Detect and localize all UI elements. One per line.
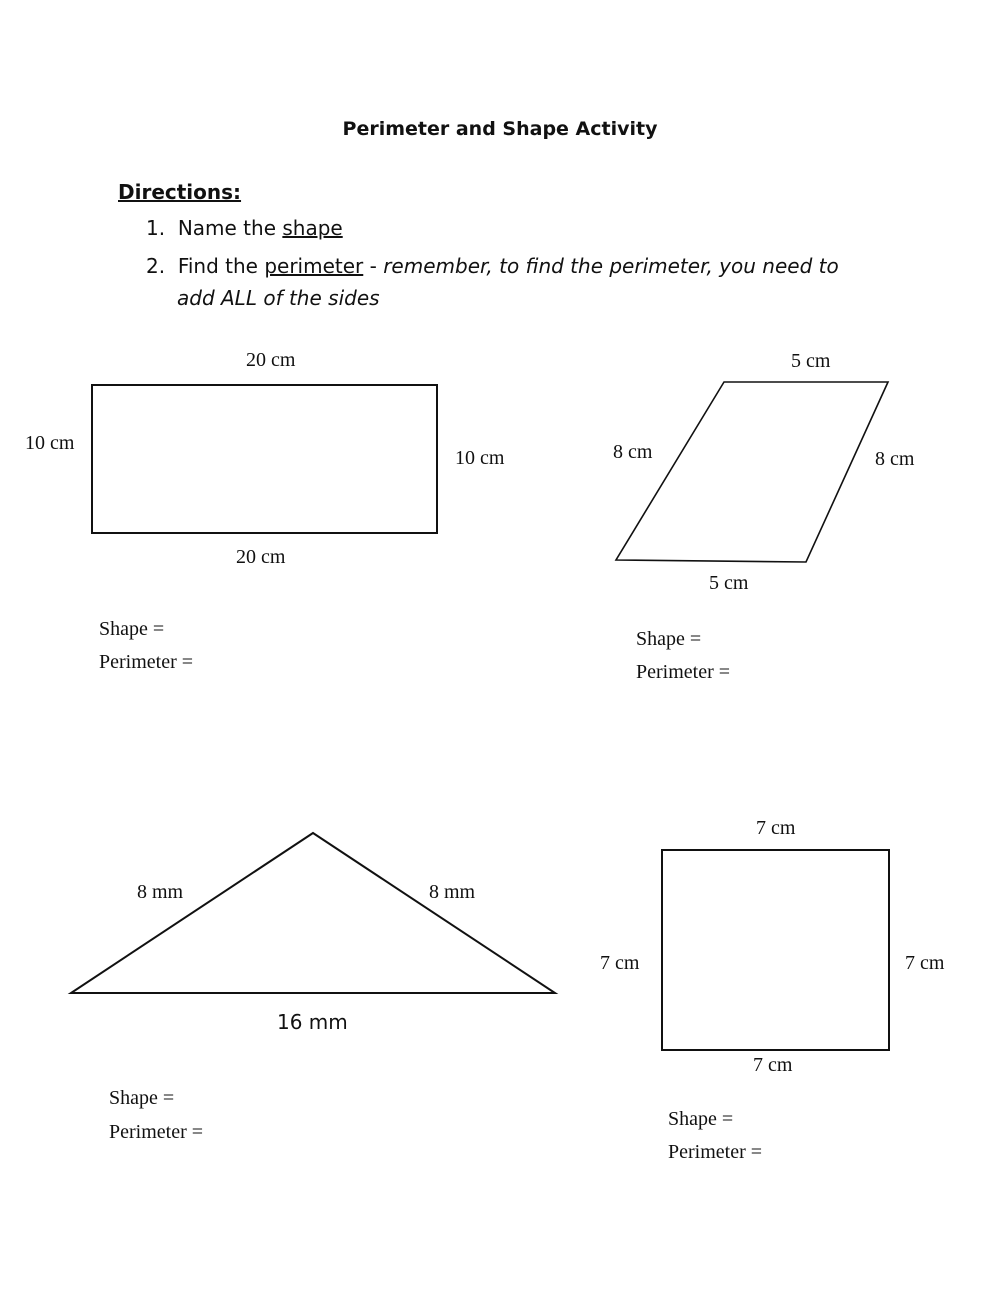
triangle-perimeter-answer-label: Perimeter = (109, 1121, 204, 1143)
directions-heading: Directions: (118, 180, 242, 204)
triangle-base-label: 16 mm (277, 1010, 348, 1034)
triangle-shape (71, 833, 555, 993)
parallelogram-shape-answer-label: Shape = (636, 628, 702, 650)
step-dash: - (363, 254, 384, 278)
parallelogram-bottom-label: 5 cm (709, 572, 749, 594)
parallelogram-perimeter-answer-label: Perimeter = (636, 661, 731, 683)
square-shape-answer-label: Shape = (668, 1108, 734, 1130)
triangle-left-label: 8 mm (137, 881, 184, 903)
step-keyword: perimeter (264, 254, 364, 278)
square-bottom-label: 7 cm (753, 1054, 793, 1076)
step-number: 2. (146, 254, 166, 278)
rectangle-shape (92, 385, 437, 533)
rectangle-shape-answer-label: Shape = (99, 618, 165, 640)
triangle-shape-answer-label: Shape = (109, 1087, 175, 1109)
rectangle-perimeter-answer-label: Perimeter = (99, 651, 194, 673)
parallelogram-shape (616, 382, 888, 562)
parallelogram-top-label: 5 cm (791, 350, 831, 372)
step-text: Name the (177, 216, 283, 240)
square-shape (662, 850, 889, 1050)
page-title: Perimeter and Shape Activity (342, 118, 658, 140)
parallelogram-right-label: 8 cm (875, 448, 915, 470)
step-keyword: shape (282, 216, 343, 240)
step-number: 1. (146, 216, 166, 240)
rectangle-right-label: 10 cm (455, 447, 505, 469)
step-text: Find the (177, 254, 265, 278)
square-right-label: 7 cm (905, 952, 945, 974)
rectangle-bottom-label: 20 cm (236, 546, 286, 568)
triangle-right-label: 8 mm (429, 881, 476, 903)
parallelogram-left-label: 8 cm (613, 441, 653, 463)
square-top-label: 7 cm (756, 817, 796, 839)
step-note: remember, to find the perimeter, you need to (383, 254, 839, 278)
rectangle-top-label: 20 cm (246, 349, 296, 371)
direction-step-2-note-continued: add ALL of the sides (177, 286, 380, 310)
square-left-label: 7 cm (600, 952, 640, 974)
rectangle-left-label: 10 cm (25, 432, 75, 454)
square-perimeter-answer-label: Perimeter = (668, 1141, 763, 1163)
